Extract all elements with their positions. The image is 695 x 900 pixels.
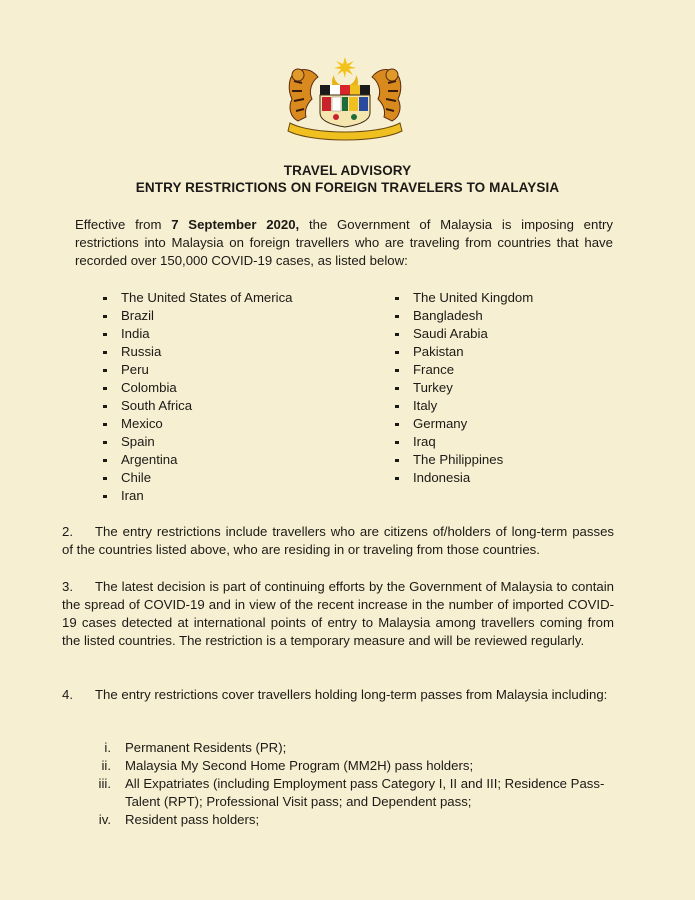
country-item: Bangladesh (393, 307, 533, 325)
pass-item-text: Permanent Residents (PR); (125, 740, 287, 755)
intro-paragraph (75, 216, 613, 270)
country-item: Peru (101, 361, 293, 379)
paragraph-number: 2. (62, 524, 73, 539)
country-item: Chile (101, 469, 293, 487)
paragraph-2 (62, 523, 614, 559)
pass-item-text: All Expatriates (including Employment pass Category I, II and III; Residence Pass-Talent (RPT); Professional Visit pass; and Dependent pass; (125, 776, 605, 809)
pass-item (80, 757, 620, 775)
paragraph-text: The latest decision is part of continuing efforts by the Government of Malaysia to contain the spread of COVID-19 and in view of the recent increase in the number of imported COVID-19 cases detected at international points of entry to Malaysia among travellers coming from the listed countries. The restriction is a temporary measure and will be reviewed regularly. (62, 579, 614, 648)
pass-item-number: i. (104, 740, 111, 755)
country-item: South Africa (101, 397, 293, 415)
pass-item-number: iv. (98, 812, 111, 827)
paragraph-text: The entry restrictions include travellers who are citizens of/holders of long-term passes of the countries listed above, who are residing in or traveling from those countries. (62, 524, 614, 557)
country-item: Turkey (393, 379, 533, 397)
pass-item-text: Malaysia My Second Home Program (MM2H) pass holders; (125, 758, 474, 773)
intro-prefix: Effective from (75, 217, 172, 232)
paragraph-number: 4. (62, 687, 73, 702)
country-item: France (393, 361, 533, 379)
country-item: Pakistan (393, 343, 533, 361)
country-list-right (393, 289, 533, 487)
pass-item-number: iii. (98, 776, 111, 791)
country-item: Saudi Arabia (393, 325, 533, 343)
country-item: Indonesia (393, 469, 533, 487)
country-item: The Philippines (393, 451, 533, 469)
country-item: Argentina (101, 451, 293, 469)
country-item: The United States of America (101, 289, 293, 307)
malaysia-coat-of-arms-emblem (282, 55, 408, 141)
country-list-left (101, 289, 293, 505)
long-term-pass-list (80, 739, 620, 829)
advisory-subtitle: ENTRY RESTRICTIONS ON FOREIGN TRAVELERS TO MALAYSIA (135, 180, 560, 195)
country-item: Italy (393, 397, 533, 415)
pass-item (80, 811, 620, 829)
country-item: Russia (101, 343, 293, 361)
intro-text: the Government of Malaysia is imposing entry restrictions into Malaysia on foreign travellers who are traveling from countries that have recorded over 150,000 COVID-19 cases, as listed below: (75, 217, 613, 268)
country-item: Germany (393, 415, 533, 433)
country-item: India (101, 325, 293, 343)
country-item: Iraq (393, 433, 533, 451)
country-item: The United Kingdom (393, 289, 533, 307)
country-item: Brazil (101, 307, 293, 325)
paragraph-3 (62, 578, 614, 650)
pass-item (80, 775, 620, 811)
country-item: Spain (101, 433, 293, 451)
pass-item-text: Resident pass holders; (125, 812, 260, 827)
paragraph-number: 3. (62, 579, 73, 594)
pass-item (80, 739, 620, 757)
country-item: Iran (101, 487, 293, 505)
effective-date: 7 September 2020, (171, 217, 300, 232)
country-item: Mexico (101, 415, 293, 433)
advisory-title: TRAVEL ADVISORY (283, 163, 412, 178)
country-item: Colombia (101, 379, 293, 397)
paragraph-text: The entry restrictions cover travellers holding long-term passes from Malaysia including: (95, 687, 608, 702)
paragraph-4 (62, 686, 614, 704)
pass-item-number: ii. (101, 758, 111, 773)
